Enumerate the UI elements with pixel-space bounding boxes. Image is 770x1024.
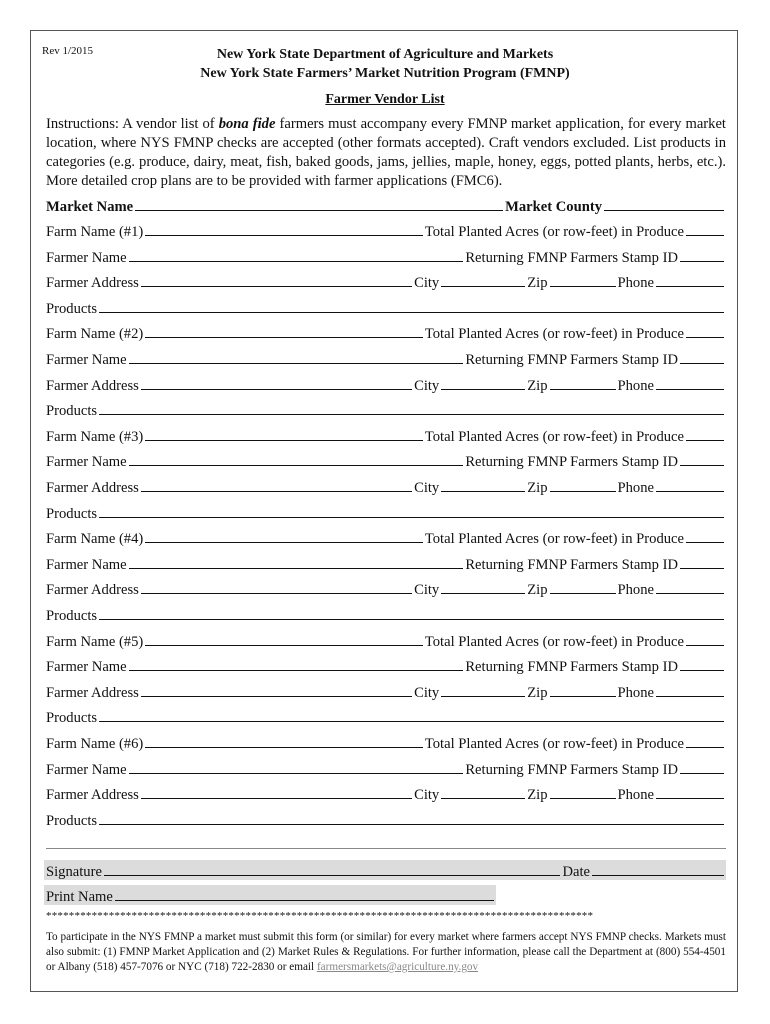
city-label: City: [414, 275, 440, 291]
products-row: [46, 503, 726, 523]
farmer-name-label: Farmer Name: [46, 557, 127, 573]
farmer-address-field[interactable]: [141, 272, 412, 287]
footer-note: [46, 930, 726, 975]
city-label: City: [414, 787, 440, 803]
farmer-name-row: [46, 656, 726, 676]
products-row: [46, 605, 726, 625]
market-row: [46, 196, 726, 216]
farmer-address-row: [46, 272, 726, 292]
farmer-address-row: [46, 579, 726, 599]
city-label: City: [414, 685, 440, 701]
farmer-address-field[interactable]: [141, 682, 412, 697]
zip-label: Zip: [527, 685, 548, 701]
farmer-address-label: Farmer Address: [46, 787, 139, 803]
star-divider: ************************************************************************************************: [46, 910, 594, 922]
market-county-label: Market County: [505, 199, 602, 215]
farmer-name-label: Farmer Name: [46, 762, 127, 778]
city-label: City: [414, 480, 440, 496]
phone-field[interactable]: [656, 682, 724, 697]
farm-name-row: [46, 426, 726, 446]
farm-name-field[interactable]: [145, 631, 423, 646]
farmer-name-field[interactable]: [129, 554, 464, 569]
farmer-name-label: Farmer Name: [46, 454, 127, 470]
farmer-name-row: [46, 451, 726, 471]
market-name-label: Market Name: [46, 199, 134, 215]
farmer-address-row: [46, 682, 726, 702]
phone-field[interactable]: [656, 375, 724, 390]
city-field[interactable]: [441, 784, 525, 799]
instructions-emphasis: bona fide: [218, 116, 276, 132]
print-name-field[interactable]: [115, 886, 494, 901]
farm-name-label: Farm Name (#1): [46, 224, 144, 240]
print-name-row: [46, 886, 496, 906]
stamp-id-field[interactable]: [680, 656, 724, 671]
phone-field[interactable]: [656, 477, 724, 492]
products-label: Products: [46, 403, 98, 419]
market-name-field[interactable]: [135, 196, 503, 211]
farm-name-label: Farm Name (#5): [46, 634, 144, 650]
stamp-id-field[interactable]: [680, 247, 724, 262]
stamp-id-label: Returning FMNP Farmers Stamp ID: [465, 762, 678, 778]
zip-label: Zip: [527, 787, 548, 803]
farmer-name-field[interactable]: [129, 349, 464, 364]
total-acres-label: Total Planted Acres (or row-feet) in Produce: [424, 736, 684, 752]
farm-name-field[interactable]: [145, 733, 423, 748]
farm-name-field[interactable]: [145, 426, 423, 441]
farm-name-label: Farm Name (#6): [46, 736, 144, 752]
signature-row: [46, 861, 726, 881]
date-label: Date: [562, 864, 590, 880]
instructions-text-1: Instructions: A vendor list of: [46, 116, 219, 132]
products-field[interactable]: [99, 605, 724, 620]
products-label: Products: [46, 301, 98, 317]
total-acres-field[interactable]: [686, 323, 724, 338]
revision-label: Rev 1/2015: [42, 45, 94, 57]
city-field[interactable]: [441, 272, 525, 287]
products-field[interactable]: [99, 400, 724, 415]
farmer-address-row: [46, 477, 726, 497]
farm-name-field[interactable]: [145, 221, 423, 236]
products-label: Products: [46, 608, 98, 624]
farmer-name-row: [46, 349, 726, 369]
zip-label: Zip: [527, 480, 548, 496]
divider: [46, 848, 726, 849]
farmer-name-field[interactable]: [129, 759, 464, 774]
zip-field[interactable]: [550, 682, 616, 697]
farmer-name-field[interactable]: [129, 656, 464, 671]
zip-label: Zip: [527, 275, 548, 291]
stamp-id-label: Returning FMNP Farmers Stamp ID: [465, 557, 678, 573]
stamp-id-field[interactable]: [680, 451, 724, 466]
phone-label: Phone: [617, 582, 654, 598]
instructions: [46, 115, 726, 191]
signature-label: Signature: [46, 864, 102, 880]
products-field[interactable]: [99, 707, 724, 722]
signature-field[interactable]: [104, 861, 561, 876]
zip-field[interactable]: [550, 579, 616, 594]
products-field[interactable]: [99, 298, 724, 313]
farm-name-field[interactable]: [145, 528, 423, 543]
phone-label: Phone: [617, 787, 654, 803]
total-acres-label: Total Planted Acres (or row-feet) in Produce: [424, 326, 684, 342]
zip-label: Zip: [527, 582, 548, 598]
stamp-id-field[interactable]: [680, 349, 724, 364]
farmer-address-label: Farmer Address: [46, 275, 139, 291]
total-acres-label: Total Planted Acres (or row-feet) in Produce: [424, 429, 684, 445]
farmer-address-label: Farmer Address: [46, 685, 139, 701]
city-field[interactable]: [441, 682, 525, 697]
city-field[interactable]: [441, 375, 525, 390]
zip-field[interactable]: [550, 375, 616, 390]
farmer-name-label: Farmer Name: [46, 659, 127, 675]
city-label: City: [414, 378, 440, 394]
farmer-name-row: [46, 554, 726, 574]
farmer-address-field[interactable]: [141, 477, 412, 492]
products-field[interactable]: [99, 503, 724, 518]
program-heading: New York State Farmers’ Market Nutrition Program (FMNP): [200, 66, 570, 81]
farm-name-label: Farm Name (#2): [46, 326, 144, 342]
total-acres-label: Total Planted Acres (or row-feet) in Produce: [424, 531, 684, 547]
farmer-name-row: [46, 247, 726, 267]
phone-label: Phone: [617, 275, 654, 291]
products-row: [46, 400, 726, 420]
market-county-field[interactable]: [604, 196, 724, 211]
farmer-name-label: Farmer Name: [46, 352, 127, 368]
phone-label: Phone: [617, 378, 654, 394]
farm-name-row: [46, 221, 726, 241]
products-label: Products: [46, 710, 98, 726]
zip-field[interactable]: [550, 477, 616, 492]
farmer-address-row: [46, 375, 726, 395]
phone-field[interactable]: [656, 579, 724, 594]
phone-label: Phone: [617, 480, 654, 496]
farm-name-row: [46, 323, 726, 343]
total-acres-field[interactable]: [686, 528, 724, 543]
instructions-text-2: farmers must accompany every FMNP market application, for every market location, where NYS FMNP checks are accepted (other formats accepted). Craft vendors excluded. List products in categories (e.g. produce, dairy, meat, fish, baked goods, jams, jellies, maple, honey, eggs, potted plants, herbs, etc.). More detailed crop plans are to be provided with farmer applications (FMC6).: [46, 116, 726, 189]
farmer-address-row: [46, 784, 726, 804]
products-label: Products: [46, 506, 98, 522]
farmer-address-label: Farmer Address: [46, 480, 139, 496]
date-field[interactable]: [592, 861, 724, 876]
total-acres-field[interactable]: [686, 733, 724, 748]
farm-name-row: [46, 733, 726, 753]
zip-label: Zip: [527, 378, 548, 394]
phone-field[interactable]: [656, 784, 724, 799]
farm-name-row: [46, 631, 726, 651]
farmer-name-field[interactable]: [129, 247, 464, 262]
farmer-name-row: [46, 759, 726, 779]
total-acres-field[interactable]: [686, 221, 724, 236]
products-field[interactable]: [99, 810, 724, 825]
city-label: City: [414, 582, 440, 598]
stamp-id-field[interactable]: [680, 554, 724, 569]
page-title: Farmer Vendor List: [325, 92, 445, 107]
total-acres-field[interactable]: [686, 631, 724, 646]
products-row: [46, 298, 726, 318]
products-row: [46, 810, 726, 830]
farm-name-row: [46, 528, 726, 548]
total-acres-label: Total Planted Acres (or row-feet) in Produce: [424, 224, 684, 240]
city-field[interactable]: [441, 477, 525, 492]
farmer-address-field[interactable]: [141, 375, 412, 390]
footer-email-link[interactable]: farmersmarkets@agriculture.ny.gov: [316, 961, 479, 973]
total-acres-field[interactable]: [686, 426, 724, 441]
city-field[interactable]: [441, 579, 525, 594]
farmer-name-field[interactable]: [129, 451, 464, 466]
farmer-name-label: Farmer Name: [46, 250, 127, 266]
footer-text: To participate in the NYS FMNP a market must submit this form (or similar) for every market where farmers accept NYS FMNP checks. Markets must also submit: (1) FMNP Market Application and (2) Market Rules & Regulations. For further information, please call the Department at (800) 554-4501 or Albany (518) 457-7076 or NYC (718) 722-2830 or email: [46, 931, 726, 973]
stamp-id-field[interactable]: [680, 759, 724, 774]
products-row: [46, 707, 726, 727]
farmer-address-field[interactable]: [141, 784, 412, 799]
phone-label: Phone: [617, 685, 654, 701]
farm-name-label: Farm Name (#3): [46, 429, 144, 445]
zip-field[interactable]: [550, 272, 616, 287]
farm-name-label: Farm Name (#4): [46, 531, 144, 547]
phone-field[interactable]: [656, 272, 724, 287]
farm-name-field[interactable]: [145, 323, 423, 338]
zip-field[interactable]: [550, 784, 616, 799]
stamp-id-label: Returning FMNP Farmers Stamp ID: [465, 250, 678, 266]
stamp-id-label: Returning FMNP Farmers Stamp ID: [465, 659, 678, 675]
farmer-address-label: Farmer Address: [46, 378, 139, 394]
farmer-address-label: Farmer Address: [46, 582, 139, 598]
print-name-label: Print Name: [46, 889, 113, 905]
stamp-id-label: Returning FMNP Farmers Stamp ID: [465, 352, 678, 368]
total-acres-label: Total Planted Acres (or row-feet) in Produce: [424, 634, 684, 650]
products-label: Products: [46, 813, 98, 829]
stamp-id-label: Returning FMNP Farmers Stamp ID: [465, 454, 678, 470]
department-heading: New York State Department of Agriculture and Markets: [216, 47, 554, 62]
farmer-address-field[interactable]: [141, 579, 412, 594]
